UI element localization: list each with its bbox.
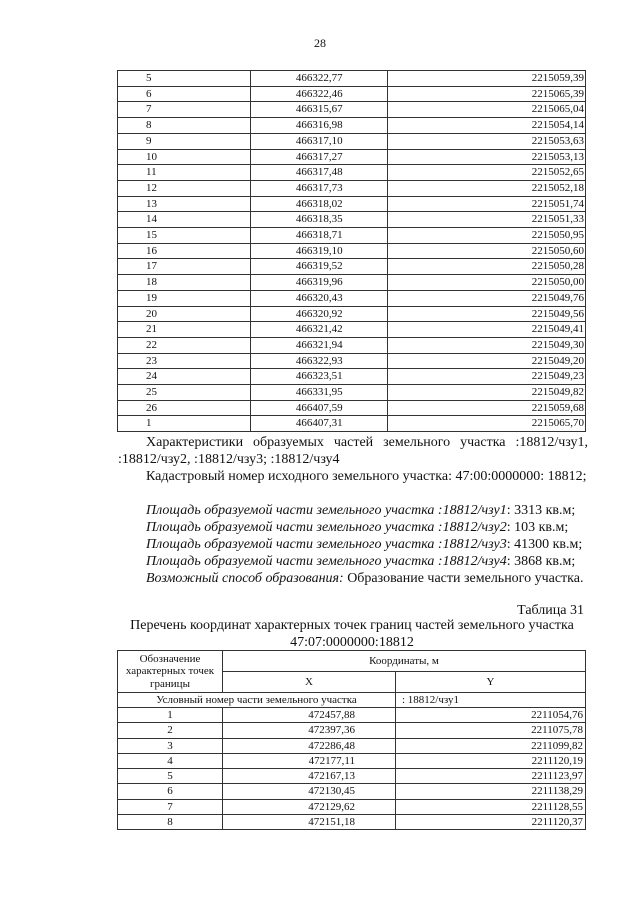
y-coordinate-cell: 2215049,30 [388, 337, 586, 353]
table-row [118, 322, 586, 338]
table-row [118, 149, 586, 165]
y-coordinate-cell: 2211054,76 [396, 708, 586, 723]
table-row [118, 259, 586, 275]
point-number-cell: 7 [118, 102, 251, 118]
y-coordinate-cell: 2211138,29 [396, 784, 586, 799]
x-coordinate-cell: 466322,93 [251, 353, 388, 369]
y-coordinate-cell: 2215049,82 [388, 385, 586, 401]
formation-method-value: Образование части земельного участка. [343, 571, 584, 586]
table-row [118, 337, 586, 353]
point-number-cell: 22 [118, 337, 251, 353]
y-coordinate-cell: 2215065,39 [388, 86, 586, 102]
point-number-cell: 12 [118, 180, 251, 196]
y-coordinate-cell: 2215050,60 [388, 243, 586, 259]
table-row [118, 180, 586, 196]
y-coordinate-cell: 2215065,70 [388, 416, 586, 432]
point-number-cell: 23 [118, 353, 251, 369]
table-row [118, 196, 586, 212]
y-coordinate-cell: 2215049,76 [388, 290, 586, 306]
area-value-4: : 3868 кв.м; [506, 554, 576, 569]
table-row [118, 243, 586, 259]
x-coordinate-cell: 466320,43 [251, 290, 388, 306]
x-coordinate-cell: 466407,59 [251, 400, 388, 416]
header-point-designation: Обозначение характерных точек границы [118, 651, 223, 693]
table-caption: Таблица 31 [517, 603, 584, 618]
point-number-cell: 18 [118, 275, 251, 291]
x-coordinate-cell: 466321,94 [251, 337, 388, 353]
y-coordinate-cell: 2215049,23 [388, 369, 586, 385]
area-value-2: : 103 кв.м; [506, 520, 569, 535]
x-coordinate-cell: 472167,13 [223, 769, 396, 784]
point-number-cell: 1 [118, 416, 251, 432]
cadastral-number-paragraph: Кадастровый номер исходного земельного участка: 47:00:0000000: 18812; [146, 469, 587, 484]
header-y: Y [396, 672, 586, 693]
area-line-1 [118, 502, 588, 519]
x-coordinate-cell: 466318,35 [251, 212, 388, 228]
point-number-cell: 2 [118, 723, 223, 738]
y-coordinate-cell: 2215050,00 [388, 275, 586, 291]
table-row [118, 815, 586, 830]
point-number-cell: 7 [118, 799, 223, 814]
table-row [118, 708, 586, 723]
y-coordinate-cell: 2211120,19 [396, 753, 586, 768]
y-coordinate-cell: 2215053,13 [388, 149, 586, 165]
formation-method-label: Возможный способ образования: [146, 571, 344, 586]
coordinates-table-continued [117, 70, 586, 432]
x-coordinate-cell: 472397,36 [223, 723, 396, 738]
point-number-cell: 5 [118, 71, 251, 87]
point-number-cell: 10 [118, 149, 251, 165]
x-coordinate-cell: 466320,92 [251, 306, 388, 322]
point-number-cell: 9 [118, 133, 251, 149]
point-number-cell: 8 [118, 118, 251, 134]
x-coordinate-cell: 466319,10 [251, 243, 388, 259]
point-number-cell: 17 [118, 259, 251, 275]
x-coordinate-cell: 466316,98 [251, 118, 388, 134]
y-coordinate-cell: 2215049,41 [388, 322, 586, 338]
header-coordinates: Координаты, м [223, 651, 586, 672]
point-number-cell: 15 [118, 228, 251, 244]
table-row [118, 385, 586, 401]
area-line-4 [118, 553, 588, 570]
x-coordinate-cell: 466319,52 [251, 259, 388, 275]
y-coordinate-cell: 2211120,37 [396, 815, 586, 830]
part-number-value: : 18812/чзу1 [396, 693, 586, 708]
table-row [118, 400, 586, 416]
point-number-cell: 20 [118, 306, 251, 322]
table-row [118, 799, 586, 814]
y-coordinate-cell: 2211075,78 [396, 723, 586, 738]
point-number-cell: 21 [118, 322, 251, 338]
area-label-4: Площадь образуемой части земельного участка :18812/чзу4 [146, 554, 507, 569]
y-coordinate-cell: 2215051,33 [388, 212, 586, 228]
table-row [118, 212, 586, 228]
y-coordinate-cell: 2211123,97 [396, 769, 586, 784]
y-coordinate-cell: 2215052,18 [388, 180, 586, 196]
table-row [118, 165, 586, 181]
point-number-cell: 19 [118, 290, 251, 306]
x-coordinate-cell: 472151,18 [223, 815, 396, 830]
table-row [118, 723, 586, 738]
table-row [118, 71, 586, 87]
y-coordinate-cell: 2211128,55 [396, 799, 586, 814]
x-coordinate-cell: 466322,46 [251, 86, 388, 102]
table-row [118, 306, 586, 322]
characteristics-paragraph: Характеристики образуемых частей земельного участка :18812/чзу1, :18812/чзу2, :18812/чзу3; :18812/чзу4 [118, 435, 588, 467]
table-row [118, 133, 586, 149]
point-number-cell: 6 [118, 784, 223, 799]
x-coordinate-cell: 466319,96 [251, 275, 388, 291]
x-coordinate-cell: 466317,10 [251, 133, 388, 149]
table-row [118, 769, 586, 784]
x-coordinate-cell: 472129,62 [223, 799, 396, 814]
part-number-label: Условный номер части земельного участка [118, 693, 396, 708]
area-label-1: Площадь образуемой части земельного участка :18812/чзу1 [146, 503, 507, 518]
x-coordinate-cell: 472457,88 [223, 708, 396, 723]
point-number-cell: 11 [118, 165, 251, 181]
table-row [118, 353, 586, 369]
x-coordinate-cell: 466323,51 [251, 369, 388, 385]
point-number-cell: 25 [118, 385, 251, 401]
x-coordinate-cell: 466318,71 [251, 228, 388, 244]
y-coordinate-cell: 2215049,56 [388, 306, 586, 322]
point-number-cell: 14 [118, 212, 251, 228]
area-value-1: : 3313 кв.м; [506, 503, 576, 518]
y-coordinate-cell: 2215049,20 [388, 353, 586, 369]
x-coordinate-cell: 466407,31 [251, 416, 388, 432]
y-coordinate-cell: 2211099,82 [396, 738, 586, 753]
page-number: 28 [314, 36, 326, 50]
y-coordinate-cell: 2215059,68 [388, 400, 586, 416]
table-row [118, 784, 586, 799]
table-header-row [118, 651, 586, 672]
point-number-cell: 26 [118, 400, 251, 416]
area-line-3 [118, 536, 588, 553]
table-row [118, 290, 586, 306]
point-number-cell: 6 [118, 86, 251, 102]
x-coordinate-cell: 466318,02 [251, 196, 388, 212]
x-coordinate-cell: 466317,48 [251, 165, 388, 181]
point-number-cell: 4 [118, 753, 223, 768]
point-number-cell: 3 [118, 738, 223, 753]
header-x: X [223, 672, 396, 693]
x-coordinate-cell: 466331,95 [251, 385, 388, 401]
area-value-3: : 41300 кв.м; [506, 537, 583, 552]
area-label-3: Площадь образуемой части земельного участка :18812/чзу3 [146, 537, 507, 552]
point-number-cell: 16 [118, 243, 251, 259]
x-coordinate-cell: 472177,11 [223, 753, 396, 768]
table-row [118, 228, 586, 244]
x-coordinate-cell: 472130,45 [223, 784, 396, 799]
table-title: Перечень координат характерных точек границ частей земельного участка 47:07:0000000:18812 [130, 618, 574, 650]
table-row [118, 416, 586, 432]
point-number-cell: 8 [118, 815, 223, 830]
y-coordinate-cell: 2215052,65 [388, 165, 586, 181]
point-number-cell: 24 [118, 369, 251, 385]
table-row [118, 753, 586, 768]
y-coordinate-cell: 2215054,14 [388, 118, 586, 134]
point-number-cell: 5 [118, 769, 223, 784]
table-row [118, 102, 586, 118]
x-coordinate-cell: 466315,67 [251, 102, 388, 118]
y-coordinate-cell: 2215050,95 [388, 228, 586, 244]
x-coordinate-cell: 466317,27 [251, 149, 388, 165]
x-coordinate-cell: 472286,48 [223, 738, 396, 753]
area-label-2: Площадь образуемой части земельного участка :18812/чзу2 [146, 520, 507, 535]
table-row [118, 369, 586, 385]
coordinates-table-31 [117, 650, 586, 830]
point-number-cell: 1 [118, 708, 223, 723]
y-coordinate-cell: 2215053,63 [388, 133, 586, 149]
y-coordinate-cell: 2215050,28 [388, 259, 586, 275]
formation-method [118, 570, 588, 587]
y-coordinate-cell: 2215059,39 [388, 71, 586, 87]
area-line-2 [118, 519, 588, 536]
table-row [118, 86, 586, 102]
point-number-cell: 13 [118, 196, 251, 212]
y-coordinate-cell: 2215065,04 [388, 102, 586, 118]
table-row [118, 275, 586, 291]
table-row [118, 118, 586, 134]
x-coordinate-cell: 466321,42 [251, 322, 388, 338]
x-coordinate-cell: 466322,77 [251, 71, 388, 87]
part-number-row [118, 693, 586, 708]
table-row [118, 738, 586, 753]
y-coordinate-cell: 2215051,74 [388, 196, 586, 212]
x-coordinate-cell: 466317,73 [251, 180, 388, 196]
